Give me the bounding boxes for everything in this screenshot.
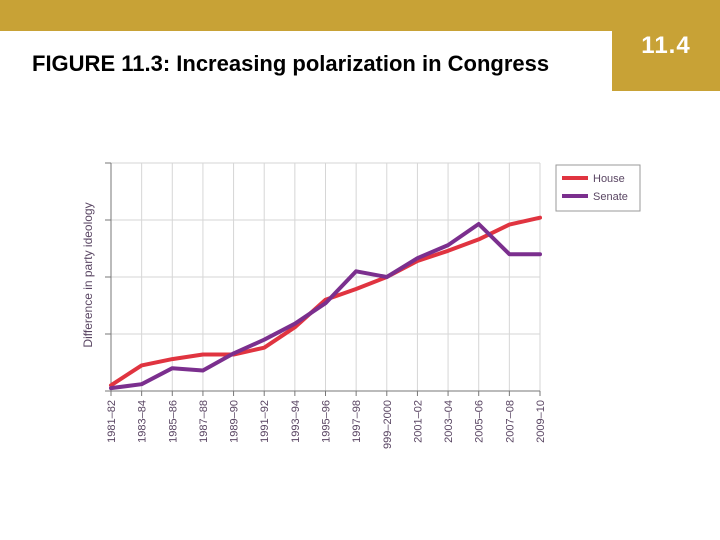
x-tick-label: 2009–10 xyxy=(535,400,547,443)
x-tick-label: 2005–06 xyxy=(473,400,486,443)
y-axis-label: Difference in party ideology xyxy=(81,202,95,348)
x-tick-label: 1989–90 xyxy=(228,400,241,443)
x-tick-labels xyxy=(106,400,547,449)
x-tick-label: 1987–88 xyxy=(197,400,210,443)
slide-title: FIGURE 11.3: Increasing polarization in Congress xyxy=(32,51,550,76)
x-tick-label: 999–2000 xyxy=(381,400,394,449)
x-tick-label: 1993–94 xyxy=(289,400,302,443)
legend-label-senate: Senate xyxy=(593,191,628,203)
x-tick-label: 1985–86 xyxy=(167,400,180,443)
x-tick-label: 1995–96 xyxy=(320,400,333,443)
legend-box xyxy=(556,165,640,211)
x-tick-label: 1983–84 xyxy=(136,400,149,443)
chart-legend xyxy=(556,165,640,211)
x-tick-label: 1997–98 xyxy=(351,400,364,443)
x-tick-label: 2007–08 xyxy=(504,400,517,443)
x-tick-label: 1991–92 xyxy=(259,400,272,443)
section-number-badge: 11.4 xyxy=(612,0,720,91)
x-tick-label: 2001–02 xyxy=(412,400,425,443)
x-tick-label: 2003–04 xyxy=(443,400,456,443)
x-tick-label: 1981–82 xyxy=(106,400,118,443)
legend-label-house: House xyxy=(593,173,625,185)
